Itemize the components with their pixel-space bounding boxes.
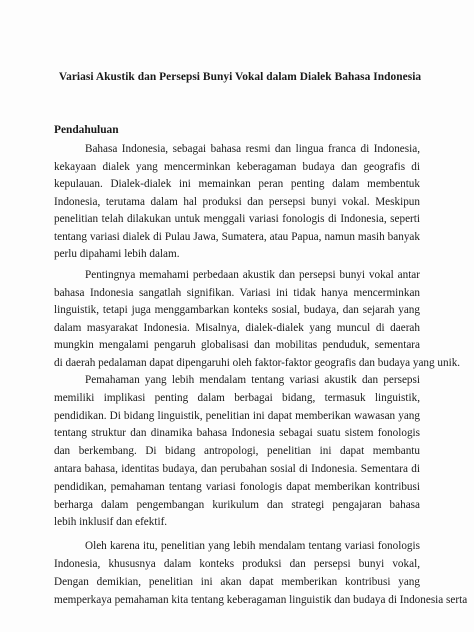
body-text-line: Indonesia, terutama dalam hal produksi dan persepsi bunyi vokal. Meskipun [54,195,420,208]
body-text-line: lebih inklusif dan efektif. [54,516,168,529]
body-text-line: Indonesia, khususnya dalam konteks produksi dan persepsi bunyi vokal, [54,558,420,570]
body-text-line: berharga dalam pengembangan kurikulum dan strategi pengajaran bahasa [54,498,420,511]
body-text-line: di daerah pedalaman dapat dipengaruhi oleh faktor-faktor geografis dan budaya yang unik. [54,356,461,369]
body-text-line: kekayaan dialek yang mencerminkan keberagaman budaya dan geografis di [54,160,420,173]
body-text-line: tentang struktur dan dinamika bahasa Indonesia sebagai suatu sistem fonologis [54,427,420,440]
body-text-line: mungkin mengalami pengaruh globalisasi dan mobilitas penduduk, sementara [54,339,420,351]
body-text-line: antara bahasa, identitas budaya, dan perubahan sosial di Indonesia. Sementara di [54,463,420,475]
body-text-line: memperkaya pemahaman kita tentang keberagaman linguistik dan budaya di Indonesia serta [54,594,468,606]
body-text-line: linguistik, tetapi juga menggambarkan konteks sosial, budaya, dan sejarah yang [54,304,420,316]
body-text-line: Bahasa Indonesia, sebagai bahasa resmi dan lingua franca di Indonesia, [85,143,420,155]
body-text-line: Dengan demikian, penelitian ini akan dapat memberikan kontribusi yang [54,576,420,588]
body-text-line: penelitian telah dilakukan untuk menggali variasi fonologis di Indonesia, seperti [54,213,420,225]
body-text-line: dalam masyarakat Indonesia. Misalnya, dialek-dialek yang muncul di daerah [54,321,420,334]
body-text-line: pendidikan, pemahaman tentang variasi fonologis dapat memberikan kontribusi [54,480,420,493]
body-text-line: Oleh karena itu, penelitian yang lebih mendalam tentang variasi fonologis [85,540,420,552]
body-text-line: dan berkembang. Di bidang antropologi, penelitian ini dapat membantu [54,445,420,458]
body-text-line: pendidikan. Di bidang linguistik, penelitian ini dapat memberikan wawasan yang [54,409,420,422]
body-text-line: perlu dipahami lebih dalam. [54,248,180,260]
body-text-line: bahasa Indonesia sangatlah signifikan. Variasi ini tidak hanya mencerminkan [54,286,420,299]
body-text-line: Pemahaman yang lebih mendalam tentang variasi akustik dan persepsi [85,374,420,386]
body-text-line: memiliki implikasi penting dalam berbagai bidang, termasuk linguistik, [54,391,420,404]
body-text-line: kepulauan. Dialek-dialek ini memainkan peran penting dalam membentuk [54,178,420,190]
section-heading: Pendahuluan [54,124,119,136]
body-text-line: Pentingnya memahami perbedaan akustik dan persepsi bunyi vokal antar [85,269,420,281]
body-text-line: tentang variasi dialek di Pulau Jawa, Sumatera, atau Papua, namun masih banyak [54,230,420,243]
document-title: Variasi Akustik dan Persepsi Bunyi Vokal dalam Dialek Bahasa Indonesia [58,71,422,83]
